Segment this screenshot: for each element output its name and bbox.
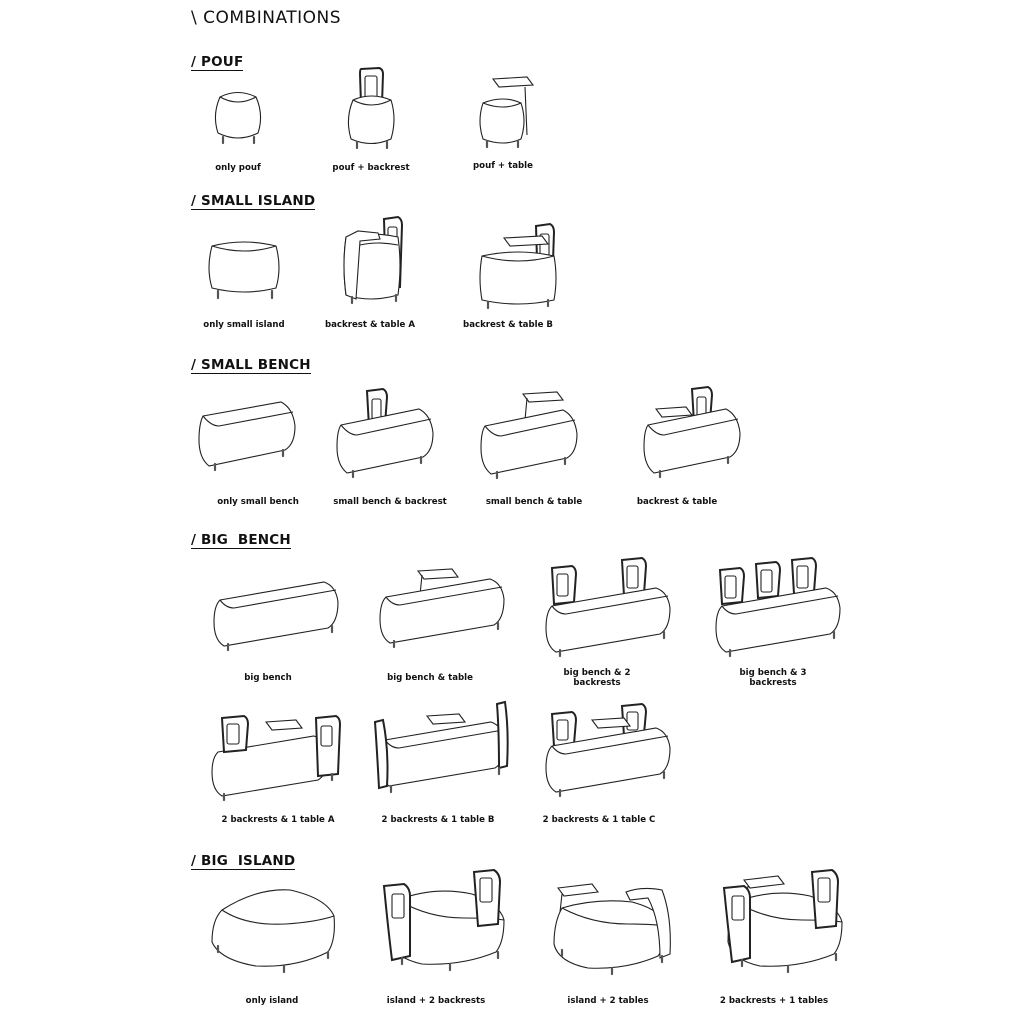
item-2-backrests-1-table-c — [532, 702, 692, 794]
big-bench-2-backrests-table-a-illustration — [210, 712, 350, 802]
item-2-backrests-1-table-b — [360, 700, 520, 795]
caption: 2 backrests + 1 tables — [719, 996, 829, 1006]
caption — [517, 668, 677, 688]
pouf-backrest-illustration — [331, 64, 411, 154]
small-bench-table-illustration — [477, 390, 587, 480]
small-island-backrest-table-b-illustration — [458, 220, 558, 310]
caption — [693, 668, 853, 688]
big-island-2-backrests-illustration — [378, 868, 518, 976]
caption: 2 backrests & 1 table A — [221, 815, 335, 825]
item-small-bench-backrest — [308, 385, 468, 480]
big-island-2-backrests-table-illustration — [716, 868, 856, 976]
caption: big bench — [244, 673, 292, 683]
item-backrest-table — [608, 383, 768, 480]
item-backrest-table-b — [428, 220, 588, 310]
pouf-illustration — [198, 85, 278, 150]
item-backrest-table-a — [290, 215, 450, 307]
item-pouf-table — [423, 73, 583, 153]
big-bench-2-backrests-table-c-illustration — [542, 702, 682, 794]
item-island-2-tables — [538, 880, 698, 975]
caption: island + 2 tables — [567, 996, 649, 1006]
section-title-small-bench: / SMALL BENCH — [191, 357, 311, 373]
page-title: \ COMBINATIONS — [191, 8, 342, 28]
caption: backrest & table — [636, 497, 718, 507]
caption: 2 backrests & 1 table B — [381, 815, 495, 825]
caption: big bench & table — [387, 673, 473, 683]
item-2-backrests-1-tables — [706, 868, 866, 976]
caption: island + 2 backrests — [386, 996, 486, 1006]
item-big-bench — [196, 578, 356, 653]
big-island-2-tables-illustration — [548, 880, 688, 975]
big-bench-illustration — [206, 578, 346, 653]
big-island-illustration — [206, 880, 346, 975]
big-bench-3-backrests-illustration — [712, 556, 852, 656]
caption: backrest & table A — [324, 320, 415, 330]
item-big-bench-3-backrests — [702, 556, 862, 656]
section-title-big-island: / BIG ISLAND — [191, 853, 296, 869]
item-2-backrests-1-table-a — [200, 712, 360, 802]
item-small-bench-table — [452, 390, 612, 480]
item-only-island — [196, 880, 356, 975]
caption-text: big bench & 3 backrests — [739, 668, 807, 688]
caption-text: big bench & 2 backrests — [563, 668, 631, 688]
small-bench-backrest-table-illustration — [628, 383, 748, 480]
small-bench-backrest-illustration — [333, 385, 443, 480]
caption: small bench & backrest — [333, 497, 447, 507]
item-island-2-backrests — [368, 868, 528, 976]
small-island-illustration — [204, 238, 284, 308]
pouf-table-illustration — [463, 73, 543, 153]
section-title-pouf: / POUF — [191, 54, 244, 70]
caption: pouf + backrest — [332, 163, 410, 173]
big-bench-2-backrests-illustration — [542, 556, 682, 656]
caption: 2 backrests & 1 table C — [542, 815, 656, 825]
caption: backrest & table B — [463, 320, 553, 330]
caption: only small island — [203, 320, 285, 330]
item-big-bench-table — [362, 565, 522, 650]
caption: only island — [245, 996, 299, 1006]
caption: only pouf — [215, 163, 261, 173]
big-bench-table-illustration — [372, 565, 512, 650]
big-bench-2-backrests-table-b-illustration — [365, 700, 515, 795]
item-only-small-bench — [170, 398, 330, 473]
small-island-backrest-table-a-illustration — [320, 215, 420, 307]
section-title-small-island: / SMALL ISLAND — [191, 193, 316, 209]
item-big-bench-2-backrests — [532, 556, 692, 656]
caption: pouf + table — [473, 161, 533, 171]
small-bench-illustration — [195, 398, 305, 473]
caption: only small bench — [217, 497, 299, 507]
caption: small bench & table — [485, 497, 583, 507]
section-title-big-bench: / BIG BENCH — [191, 532, 291, 548]
